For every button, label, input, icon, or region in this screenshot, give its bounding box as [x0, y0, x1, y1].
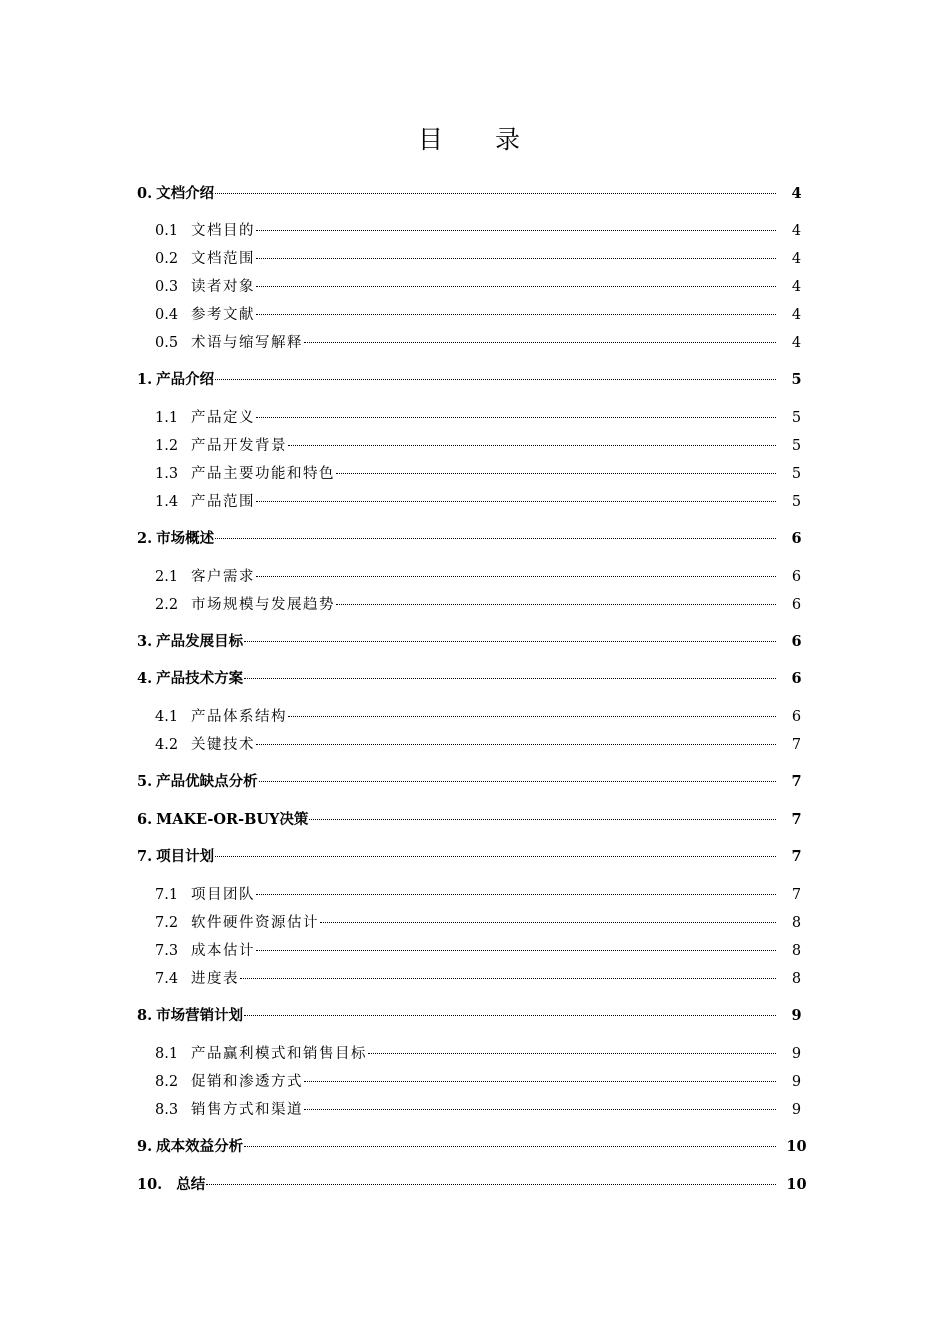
toc-entry-number: 1.4 [155, 494, 179, 510]
toc-entry-page-number: 6 [791, 530, 802, 547]
toc-dot-leader [259, 781, 776, 782]
toc-dot-leader [304, 1109, 776, 1110]
toc-title: 目 录 [418, 125, 542, 154]
toc-entry-section[interactable] [155, 248, 815, 270]
toc-entry-page-number: 6 [791, 569, 802, 585]
toc-entry-page-number: 6 [791, 670, 802, 687]
toc-entry-label: 产品开发背景 [191, 438, 287, 454]
toc-entry-page-number: 4 [791, 307, 802, 323]
toc-entry-chapter[interactable] [137, 183, 815, 205]
toc-entry-number: 8.1 [155, 1046, 179, 1062]
toc-entry-number: 0.2 [155, 251, 179, 267]
toc-dot-leader [288, 716, 776, 717]
toc-entry-page-number: 7 [791, 887, 802, 903]
toc-entry-page-number: 9 [791, 1007, 802, 1024]
toc-entry-label: 产品介绍 [156, 371, 215, 388]
toc-entry-label: 市场概述 [156, 530, 215, 547]
toc-entry-label: 产品主要功能和特色 [191, 466, 335, 482]
toc-entry-section[interactable] [155, 1071, 815, 1093]
toc-entry-label: 进度表 [191, 971, 239, 987]
toc-entry-section[interactable] [155, 332, 815, 354]
toc-dot-leader [256, 314, 776, 315]
toc-dot-leader [256, 501, 776, 502]
toc-entry-number: 8.3 [155, 1102, 179, 1118]
toc-dot-leader [256, 417, 776, 418]
toc-entry-chapter[interactable] [137, 809, 815, 831]
toc-entry-section[interactable] [155, 220, 815, 242]
toc-entry-number: 2.2 [155, 597, 179, 613]
toc-entry-label: 读者对象 [191, 279, 255, 295]
toc-entry-page-number: 9 [791, 1102, 802, 1118]
toc-entry-label: 产品体系结构 [191, 709, 287, 725]
toc-entry-label: 关键技术 [191, 737, 255, 753]
toc-entry-label: 市场规模与发展趋势 [191, 597, 335, 613]
toc-entry-page-number: 5 [791, 494, 802, 510]
toc-entry-label: 总结 [176, 1176, 206, 1193]
toc-entry-chapter[interactable] [137, 528, 815, 550]
toc-entry-section[interactable] [155, 884, 815, 906]
toc-entry-chapter[interactable] [137, 631, 815, 653]
toc-entry-number: 10. [137, 1176, 163, 1193]
toc-entry-chapter[interactable] [137, 1136, 815, 1158]
toc-dot-leader [256, 744, 776, 745]
toc-entry-number: 8.2 [155, 1074, 179, 1090]
toc-entry-page-number: 9 [791, 1046, 802, 1062]
toc-dot-leader [309, 819, 776, 820]
toc-dot-leader [288, 445, 776, 446]
toc-dot-leader [304, 1081, 776, 1082]
toc-entry-number: 1. [137, 371, 153, 388]
toc-entry-number: 0.3 [155, 279, 179, 295]
toc-entry-number: 0.4 [155, 307, 179, 323]
toc-entry-section[interactable] [155, 968, 815, 990]
toc-entry-label: 成本效益分析 [156, 1138, 244, 1155]
toc-entry-label: 产品发展目标 [156, 633, 244, 650]
toc-entry-section[interactable] [155, 1099, 815, 1121]
toc-dot-leader [320, 922, 776, 923]
toc-entry-chapter[interactable] [137, 771, 815, 793]
toc-entry-section[interactable] [155, 706, 815, 728]
toc-entry-number: 7. [137, 848, 153, 865]
toc-entry-chapter[interactable] [137, 1174, 815, 1196]
toc-entry-number: 4. [137, 670, 153, 687]
toc-entry-label: 文档目的 [191, 223, 255, 239]
toc-entry-number: 0.1 [155, 223, 179, 239]
toc-entry-page-number: 7 [791, 848, 802, 865]
toc-entry-page-number: 4 [791, 185, 802, 202]
toc-dot-leader [215, 856, 776, 857]
toc-entry-number: 7.3 [155, 943, 179, 959]
toc-entry-label: 产品定义 [191, 410, 255, 426]
toc-entry-section[interactable] [155, 276, 815, 298]
toc-entry-label: 市场营销计划 [156, 1007, 244, 1024]
toc-entry-page-number: 10 [786, 1138, 807, 1155]
toc-dot-leader [244, 641, 776, 642]
toc-entry-number: 2.1 [155, 569, 179, 585]
toc-entry-label: 软件硬件资源估计 [191, 915, 319, 931]
toc-dot-leader [215, 538, 776, 539]
toc-entry-number: 1.1 [155, 410, 179, 426]
toc-entry-page-number: 5 [791, 438, 802, 454]
toc-entry-number: 1.3 [155, 466, 179, 482]
toc-dot-leader [206, 1184, 776, 1185]
toc-entry-section[interactable] [155, 407, 815, 429]
toc-entry-label: 促销和渗透方式 [191, 1074, 303, 1090]
toc-dot-leader [240, 978, 776, 979]
toc-entry-number: 0.5 [155, 335, 179, 351]
toc-entry-section[interactable] [155, 940, 815, 962]
toc-dot-leader [256, 950, 776, 951]
toc-dot-leader [215, 379, 776, 380]
toc-dot-leader [336, 604, 776, 605]
toc-entry-label: 产品优缺点分析 [156, 773, 258, 790]
toc-dot-leader [256, 230, 776, 231]
toc-entry-section[interactable] [155, 435, 815, 457]
toc-entry-section[interactable] [155, 734, 815, 756]
toc-entry-number: 6. [137, 811, 153, 828]
toc-entry-number: 7.2 [155, 915, 179, 931]
toc-dot-leader [304, 342, 776, 343]
toc-dot-leader [256, 576, 776, 577]
toc-entry-number: 7.1 [155, 887, 179, 903]
toc-entry-page-number: 4 [791, 223, 802, 239]
toc-entry-label: 产品范围 [191, 494, 255, 510]
toc-entry-page-number: 10 [786, 1176, 807, 1193]
toc-entry-label: 产品赢利模式和销售目标 [191, 1046, 367, 1062]
toc-entry-label: 文档范围 [191, 251, 255, 267]
toc-entry-chapter[interactable] [137, 668, 815, 690]
toc-entry-chapter[interactable] [137, 369, 815, 391]
toc-entry-section[interactable] [155, 566, 815, 588]
toc-entry-label: 销售方式和渠道 [191, 1102, 303, 1118]
toc-entry-number: 2. [137, 530, 153, 547]
toc-entry-chapter[interactable] [137, 846, 815, 868]
toc-entry-label: 参考文献 [191, 307, 255, 323]
toc-dot-leader [256, 286, 776, 287]
toc-entry-page-number: 4 [791, 335, 802, 351]
toc-dot-leader [244, 678, 776, 679]
toc-entry-page-number: 9 [791, 1074, 802, 1090]
toc-entry-page-number: 5 [791, 371, 802, 388]
toc-entry-chapter[interactable] [137, 1005, 815, 1027]
toc-entry-page-number: 8 [791, 943, 802, 959]
toc-entry-page-number: 6 [791, 709, 802, 725]
toc-entry-label: 客户需求 [191, 569, 255, 585]
toc-entry-section[interactable] [155, 594, 815, 616]
toc-entry-page-number: 8 [791, 971, 802, 987]
toc-entry-section[interactable] [155, 912, 815, 934]
toc-entry-page-number: 8 [791, 915, 802, 931]
toc-entry-number: 4.2 [155, 737, 179, 753]
toc-entry-page-number: 7 [791, 737, 802, 753]
toc-entry-label: MAKE-OR-BUY决策 [156, 811, 309, 828]
toc-entry-page-number: 5 [791, 410, 802, 426]
toc-entry-number: 3. [137, 633, 153, 650]
toc-entry-page-number: 6 [791, 597, 802, 613]
toc-dot-leader [256, 894, 776, 895]
toc-dot-leader [368, 1053, 776, 1054]
toc-entry-label: 成本估计 [191, 943, 255, 959]
toc-entry-label: 项目团队 [191, 887, 255, 903]
toc-dot-leader [256, 258, 776, 259]
toc-entry-page-number: 7 [791, 811, 802, 828]
toc-dot-leader [244, 1146, 776, 1147]
toc-entry-page-number: 5 [791, 466, 802, 482]
toc-entry-number: 0. [137, 185, 153, 202]
toc-entry-number: 1.2 [155, 438, 179, 454]
toc-entry-section[interactable] [155, 463, 815, 485]
toc-entry-page-number: 6 [791, 633, 802, 650]
toc-entry-section[interactable] [155, 304, 815, 326]
toc-entry-number: 8. [137, 1007, 153, 1024]
toc-entry-page-number: 7 [791, 773, 802, 790]
toc-entry-label: 项目计划 [156, 848, 215, 865]
toc-entry-label: 文档介绍 [156, 185, 215, 202]
toc-entry-number: 5. [137, 773, 153, 790]
toc-dot-leader [336, 473, 776, 474]
toc-entry-number: 7.4 [155, 971, 179, 987]
toc-entry-number: 4.1 [155, 709, 179, 725]
toc-entry-label: 产品技术方案 [156, 670, 244, 687]
toc-entry-page-number: 4 [791, 279, 802, 295]
toc-entry-page-number: 4 [791, 251, 802, 267]
toc-dot-leader [244, 1015, 776, 1016]
toc-dot-leader [215, 193, 776, 194]
toc-entry-section[interactable] [155, 491, 815, 513]
toc-entry-number: 9. [137, 1138, 153, 1155]
toc-entry-label: 术语与缩写解释 [191, 335, 303, 351]
toc-entry-section[interactable] [155, 1043, 815, 1065]
